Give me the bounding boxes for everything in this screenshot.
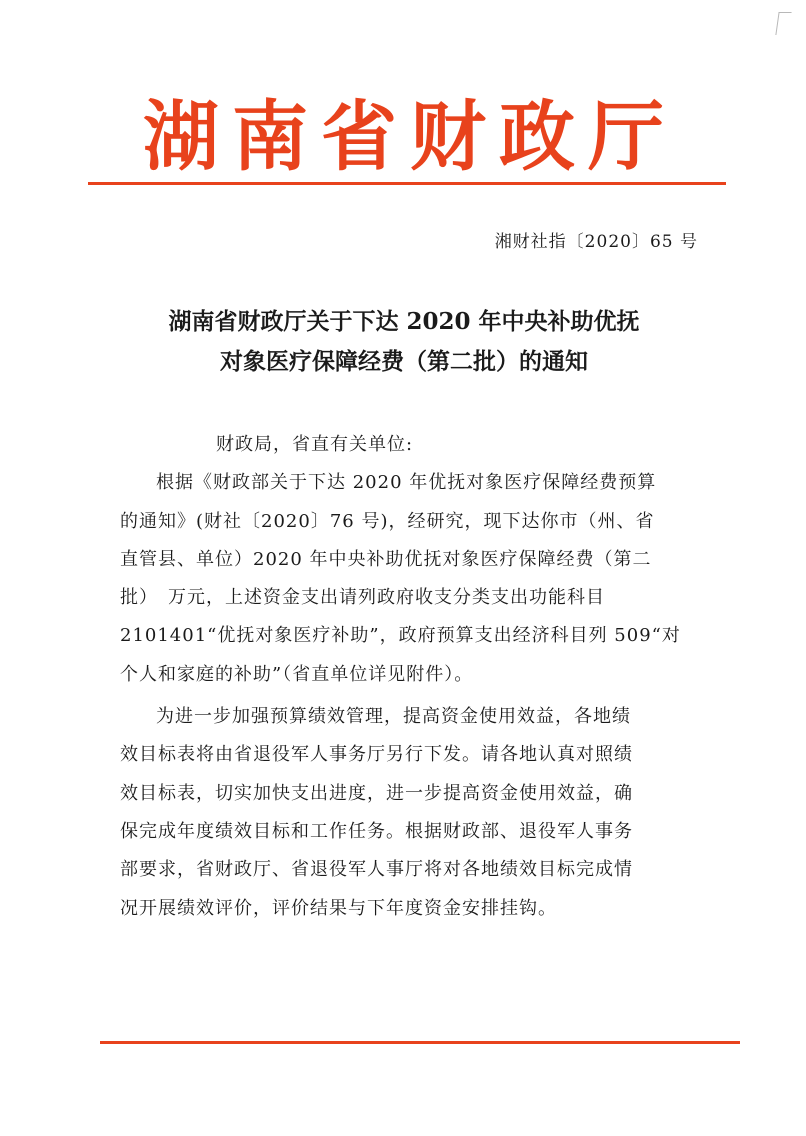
paragraph-1-line: 的通知》(财社〔2020〕76 号)，经研究，现下达你市（州、省: [120, 510, 655, 532]
letterhead-red-rule: [88, 182, 726, 185]
document-title: [100, 302, 708, 382]
paragraph-2-line: 效目标表将由省退役军人事务厅另行下发。请各地认真对照绩: [120, 744, 633, 766]
document-title-line-2: 对象医疗保障经费（第二批）的通知: [220, 348, 588, 375]
paragraph-1-line: 批） 万元，上述资金支出请列政府收支分类支出功能科目: [120, 587, 605, 609]
scan-corner-mark: [775, 12, 791, 35]
document-body: [120, 426, 710, 928]
paragraph-1-line: 直管县、单位）2020 年中央补助优抚对象医疗保障经费（第二: [120, 548, 652, 570]
paragraph-2-line: 况开展绩效评价，评价结果与下年度资金安排挂钩。: [120, 897, 557, 919]
document-title-line-1: 湖南省财政厅关于下达 2020 年中央补助优抚: [168, 308, 640, 335]
document-number: 湘财社指〔2020〕65 号: [494, 232, 698, 252]
paragraph-2: [120, 698, 710, 928]
paragraph-1-line: 根据《财政部关于下达 2020 年优抚对象医疗保障经费预算: [156, 472, 657, 494]
footer-red-rule: [100, 1041, 740, 1044]
paragraph-1-line: 个人和家庭的补助”（省直单位详见附件）。: [120, 663, 474, 685]
letterhead-org-name: 湖南省财政厅: [143, 92, 677, 181]
paragraph-1-line: 2101401“优抚对象医疗补助”，政府预算支出经济科目列 509“对: [120, 625, 681, 647]
paragraph-2-line: 部要求，省财政厅、省退役军人事厅将对各地绩效目标完成情: [120, 859, 633, 881]
paragraph-2-line: 为进一步加强预算绩效管理，提高资金使用效益，各地绩: [156, 706, 631, 728]
paragraph-2-line: 保完成年度绩效目标和工作任务。根据财政部、退役军人事务: [120, 820, 633, 842]
salutation: 财政局，省直有关单位:: [216, 434, 414, 455]
paragraph-2-line: 效目标表，切实加快支出进度，进一步提高资金使用效益，确: [120, 782, 633, 804]
paragraph-1: [120, 464, 710, 694]
